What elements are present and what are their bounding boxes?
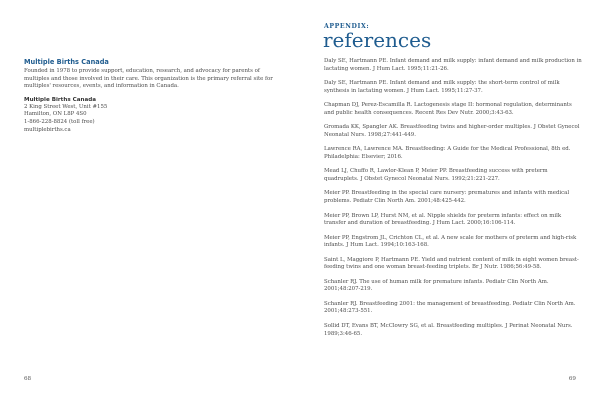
appendix-label: APPENDIX: — [324, 23, 370, 30]
reference-item: Mead LJ, Chuffo R, Lawlor-Klean P, Meier PP. Breastfeeding success with preterm quadruplets. J Obstet Gynecol Neonatal Nurs. 1992;21:221-227. — [324, 168, 548, 182]
right-page — [300, 0, 600, 400]
reference-item: Sollid DT, Evans BT, McClowry SG, et al. Breastfeeding multiples. J Perinat Neonatal Nurs. 1989;3:46-65. — [324, 322, 573, 337]
reference-item: Lawrence RA, Lawrence MA. Breastfeeding: A Guide for the Medical Professional, 8th ed. Philadelphia: Elsevier; 2016. — [324, 146, 571, 160]
reference-item: Gromada KK, Spangler AK. Breastfeeding twins and higher-order multiples. J Obstet Gynecol Neonatal Nurs. 1998;27:441-449. — [324, 124, 580, 138]
organization-description: Founded in 1978 to provide support, education, research, and advocacy for parents of multiples and those involved in their care. This organization is the primary referral site for multiples' resources, events, and information in Canada. — [24, 68, 273, 90]
organization-block — [24, 58, 279, 134]
reference-item: Daly SE, Hartmann PE. Infant demand and milk supply: infant demand and milk production in lactating women. J Hum Lact. 1995;11:21-26. — [324, 58, 582, 72]
contact-name: Multiple Births Canada — [24, 96, 97, 103]
page-number-left: 68 — [24, 376, 32, 382]
reference-item: Schanler RJ. The use of human milk for premature infants. Pediatr Clin North Am. 2001;48:207-219. — [324, 278, 549, 293]
reference-list — [324, 58, 582, 345]
page-number-right: 69 — [568, 376, 576, 382]
contact-phone-line: 1-866-228-8824 (toll free) — [24, 118, 95, 125]
organization-heading: Multiple Births Canada — [24, 58, 109, 66]
contact-city-line: Hamilton, ON L8P 4S0 — [24, 111, 87, 118]
contact-website-link[interactable]: multiplebirths.ca — [24, 126, 71, 133]
reference-item: Daly SE, Hartmann PE. Infant demand and milk supply: the short-term control of milk synthesis in lactating women. J Hum Lact. 1995;11:27-37. — [324, 80, 560, 94]
reference-item: Meier PP. Breastfeeding in the special care nursery: prematures and infants with medical problems. Pediatr Clin North Am. 2001;48:425-442. — [324, 190, 570, 205]
reference-item: Meier PP, Engstrom JL, Crichton CL, et al. A new scale for mothers of preterm and high-risk infants. J Hum Lact. 1994;10:163-168. — [324, 234, 577, 249]
reference-item: Chapman DJ, Perez-Escamilla R. Lactogenesis stage II: hormonal regulation, determinants and public health consequences. Recent Res Dev Nutr. 2000;3:43-63. — [324, 102, 572, 116]
reference-item: Schanler RJ. Breastfeeding 2001: the management of breastfeeding. Pediatr Clin North Am. 2001;48:273-551. — [324, 300, 576, 315]
references-title: references — [323, 28, 432, 52]
contact-address-line: 2 King Street West, Unit #155 — [24, 103, 108, 110]
reference-item: Meier PP, Brown LP, Hurst NM, et al. Nipple shields for preterm infants: effect on milk transfer and duration of breastfeeding. J Hum Lact. 2000;16:106-114. — [324, 212, 562, 227]
reference-item: Saint L, Maggiore P, Hartmann PE. Yield and nutrient content of milk in eight women breast-feeding twins and one woman breast-feeding triplets. Br J Nutr. 1986;56:49-58. — [324, 256, 579, 271]
